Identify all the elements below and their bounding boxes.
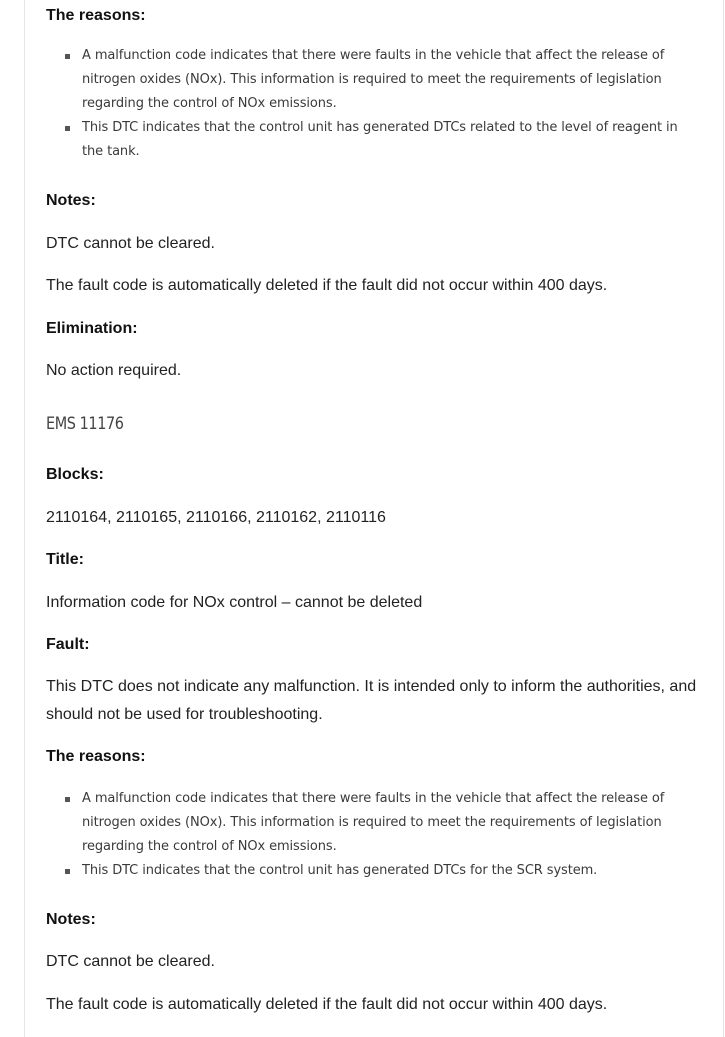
fault-text: This DTC does not indicate any malfunction. It is intended only to inform the authorities, and should not be used for troubleshooting.: [46, 678, 697, 723]
reasons-list: [46, 44, 702, 164]
reasons-heading: The reasons:: [46, 748, 146, 765]
notes-heading: Notes:: [46, 192, 96, 209]
list-item: This DTC indicates that the control unit has generated DTCs for the SCR system.: [46, 859, 702, 883]
list-item: A malfunction code indicates that there were faults in the vehicle that affect the release of nitrogen oxides (NOx). This information is required to meet the requirements of legislation regarding the control of NOx emissions.: [46, 44, 702, 116]
title-heading: Title:: [46, 551, 84, 568]
article-page: [24, 0, 724, 1037]
list-item: This DTC indicates that the control unit has generated DTCs related to the level of reagent in the tank.: [46, 116, 702, 164]
elimination-heading: Elimination:: [46, 320, 138, 337]
notes-text: The fault code is automatically deleted if the fault did not occur within 400 days.: [46, 996, 608, 1013]
blocks-text: 2110164, 2110165, 2110166, 2110162, 2110116: [46, 509, 386, 526]
notes-text: DTC cannot be cleared.: [46, 953, 215, 970]
list-item: A malfunction code indicates that there were faults in the vehicle that affect the release of nitrogen oxides (NOx). This information is required to meet the requirements of legislation regarding the control of NOx emissions.: [46, 787, 702, 859]
fault-heading: Fault:: [46, 636, 90, 653]
code-title: EMS 11176: [46, 414, 124, 434]
title-text: Information code for NOx control – cannot be deleted: [46, 594, 423, 611]
notes-heading: Notes:: [46, 911, 96, 928]
reasons-heading: The reasons:: [46, 7, 146, 24]
blocks-heading: Blocks:: [46, 466, 104, 483]
reasons-list: [46, 787, 702, 883]
notes-text: DTC cannot be cleared.: [46, 235, 215, 252]
notes-text: The fault code is automatically deleted if the fault did not occur within 400 days.: [46, 277, 608, 294]
elimination-text: No action required.: [46, 362, 182, 379]
